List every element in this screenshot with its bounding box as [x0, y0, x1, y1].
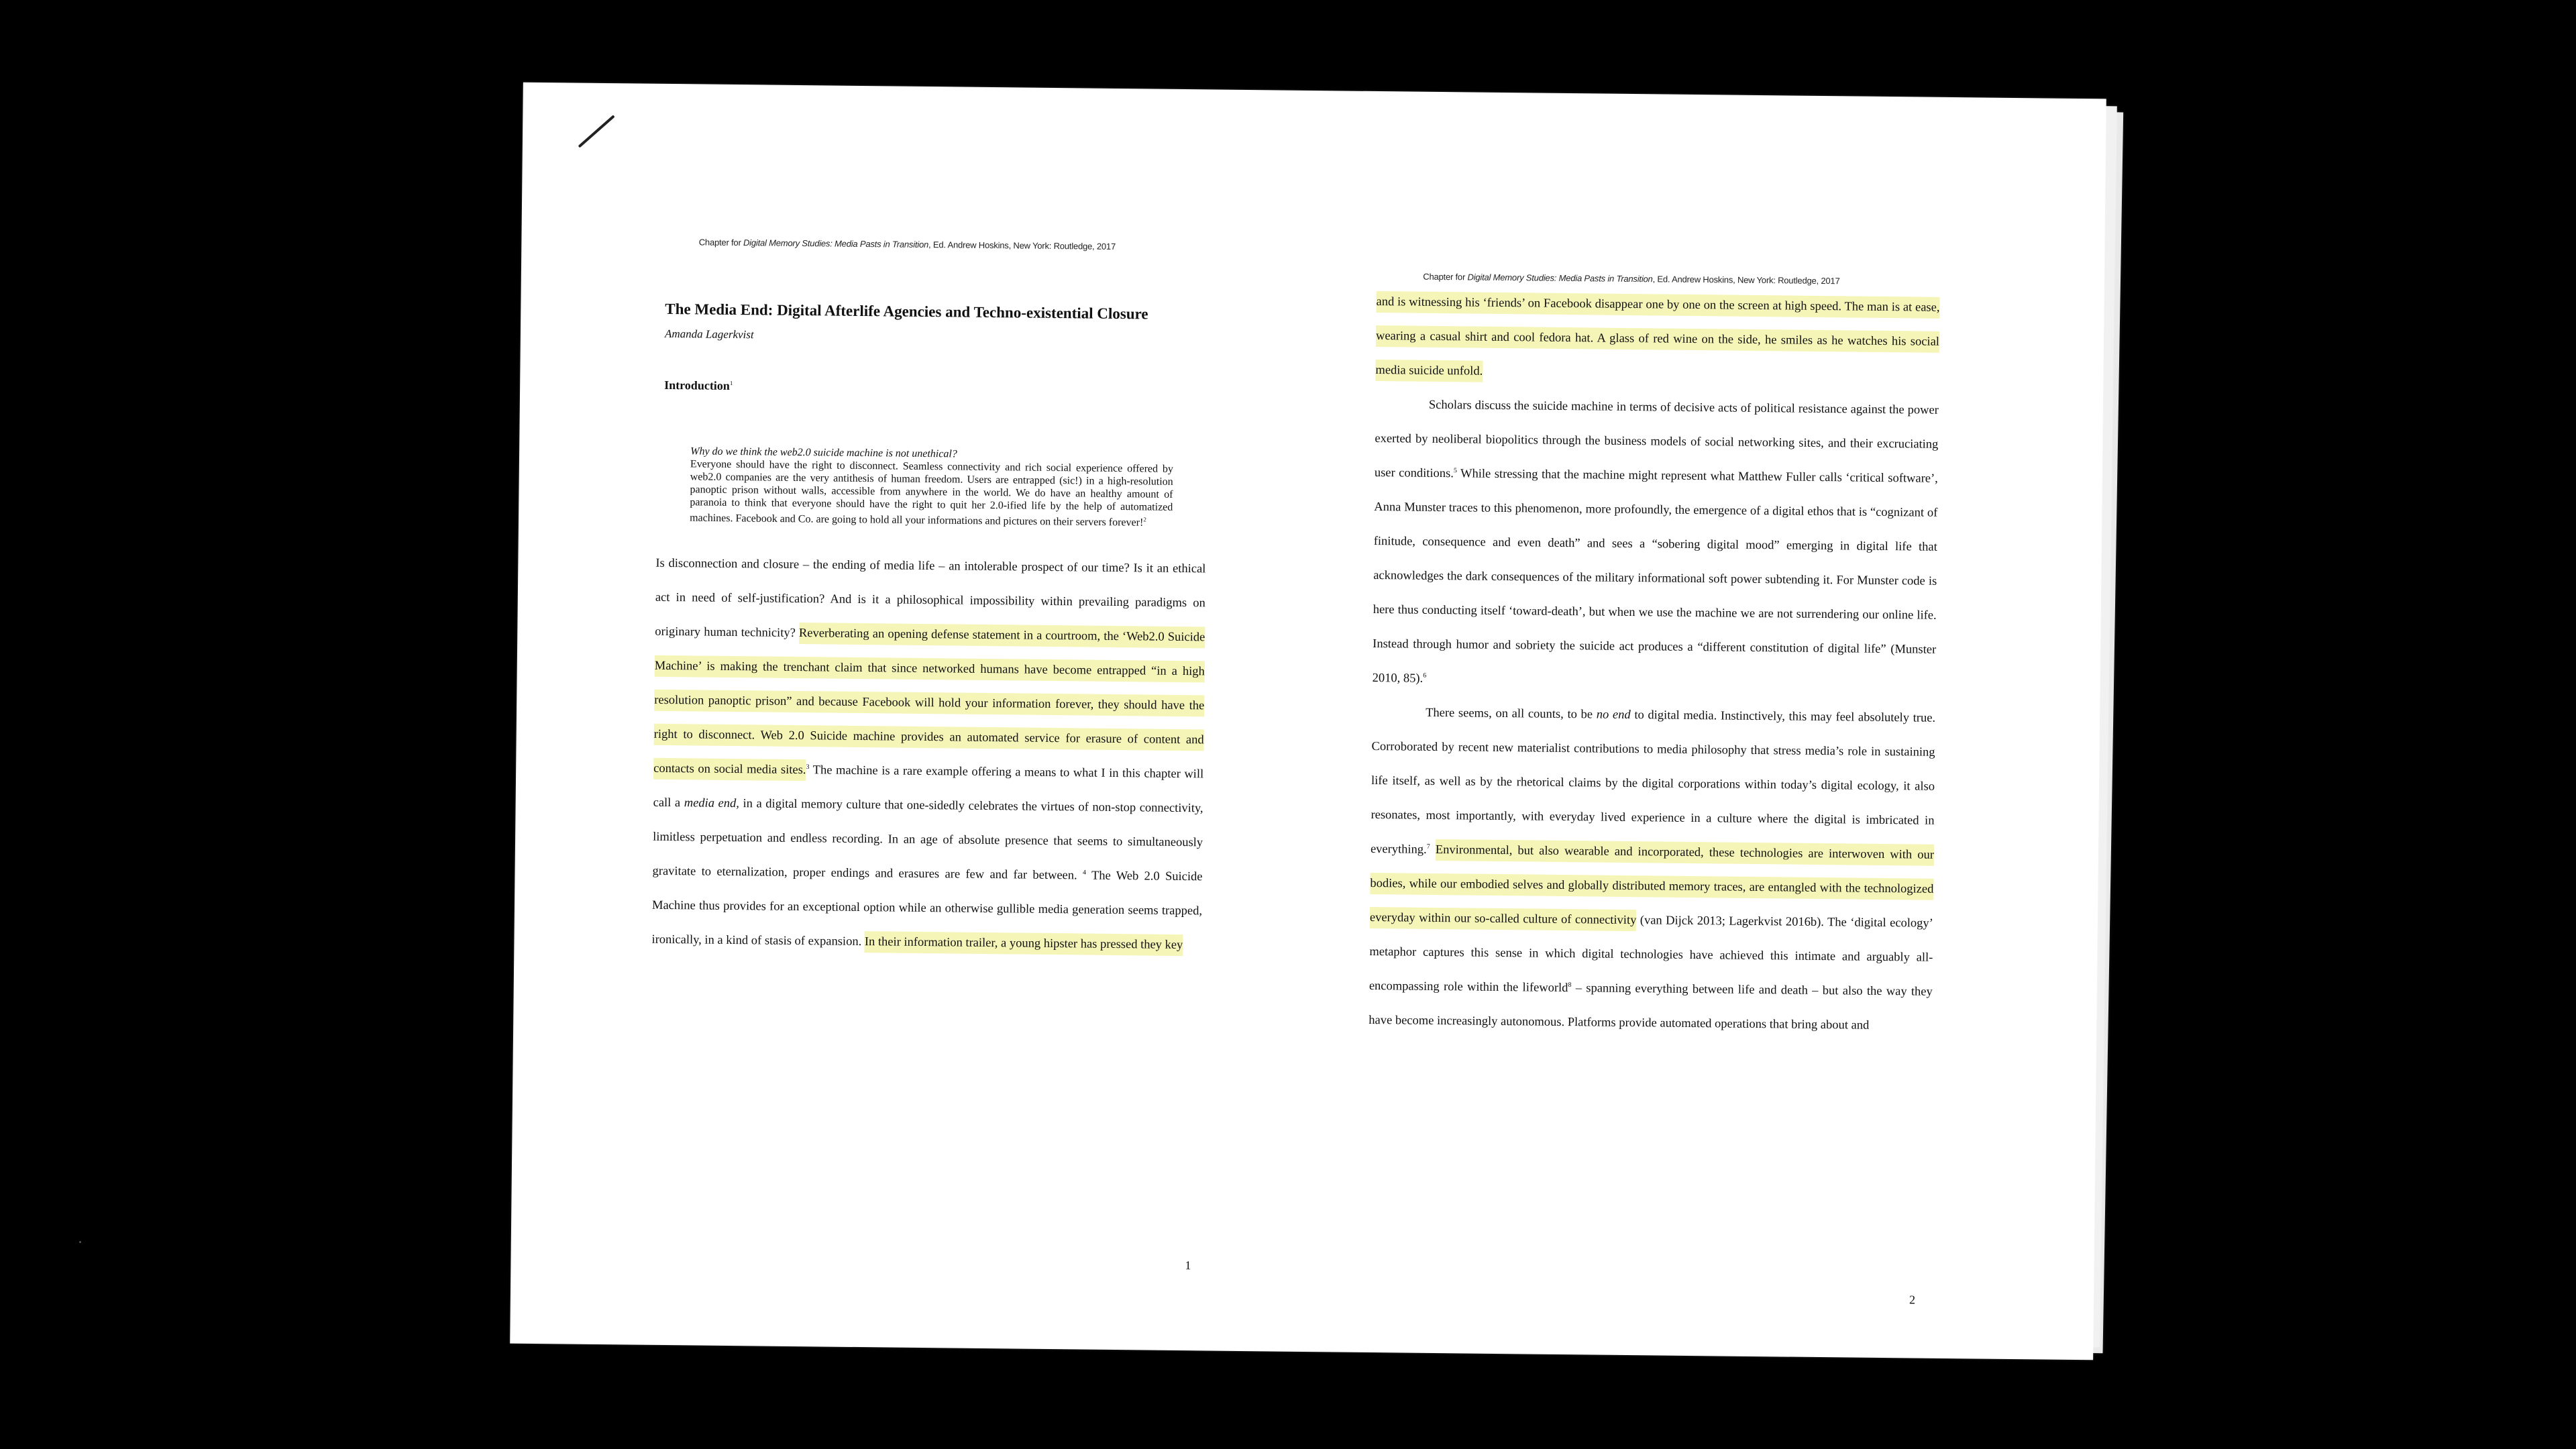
epigraph-text: Everyone should have the right to disconnect. Seamless connectivity and rich social experience offered by web2.0 companies are the very antithesis of human freedom. Users are entrapped (sic!) in a high-resolution panoptic prison without walls, accessible from anywhere in the world. We do have an healthy amount of paranoia to think that everyone should have the right to quit her 2.0-ified life by the help of automatized machines. Facebook and Co. are going to hold all your informations and pictures on their servers forever! — [690, 458, 1174, 529]
emphasis-text: media end, — [684, 796, 740, 811]
page-number: 2 — [1909, 1293, 1916, 1307]
footnote-marker: 4 — [1083, 869, 1087, 877]
running-head — [1417, 272, 1846, 286]
running-head-prefix: Chapter for — [698, 237, 744, 248]
running-head-book-title: Digital Memory Studies: Media Pasts in Transition — [1467, 272, 1653, 284]
text-run: The Web 2.0 Suicide Machine thus provides for an exceptional option while an otherwise gullible media generation seems trapped, ironically, in a kind of stasis of expansion. — [651, 869, 1203, 949]
epigraph-block — [690, 445, 1173, 529]
highlighted-text: In their information trailer, a young hipster has pressed they key — [865, 931, 1183, 956]
paragraph — [1368, 696, 1935, 1044]
footnote-marker: 1 — [729, 379, 733, 386]
staple-mark — [578, 115, 615, 148]
page-1 — [648, 237, 1229, 1289]
text-run: – spanning everything between life and death – but also the way they have become increasingly autonomous. Platforms provide automated operations that bring about and — [1368, 981, 1933, 1032]
highlighted-text: Reverberating an opening defense statement in a courtroom, the ‘Web2.0 Suicide Machine’ is making the trenchant claim that since networked humans have become entrapped “in a high resolution panoptic prison” and because Facebook will hold your information forever, they should have the right to disconnect. Web 2.0 Suicide machine provides an automated service for erasure of content and contacts on social media sites. — [653, 623, 1205, 781]
chapter-title: The Media End: Digital Afterlife Agencies and Techno-existential Closure — [665, 300, 1148, 323]
epigraph-question: Why do we think the web2.0 suicide machine is not unethical? — [690, 445, 957, 460]
paragraph — [1372, 388, 1939, 702]
running-head-book-title: Digital Memory Studies: Media Pasts in Transition — [743, 237, 929, 250]
text-run: to digital media. Instinctively, this may feel absolutely true. Corroborated by recent new materialist contributions to media philosophy that stress media’s role in sustaining life itself, as well as by the rhetorical claims by the digital corporations within today’s digital ecology, it also resonates, most importantly, with everyday lived experience in a culture where the digital is imbricated in everything. — [1370, 708, 1936, 857]
paragraph — [1375, 285, 1940, 394]
highlighted-text: and is witnessing his ‘friends’ on Facebook disappear one by one on the screen at high speed. The man is at ease, wearing a casual shirt and cool fedora hat. A glass of red wine on the side, he smiles as he watches his social media suicide unfold. — [1375, 291, 1939, 382]
section-heading — [664, 378, 1228, 398]
body-text — [651, 547, 1205, 963]
footnote-marker: 5 — [1453, 467, 1458, 475]
text-run: Scholars discuss the suicide machine in terms of decisive acts of political resistance against the power exerted by neoliberal biopolitics through the business models of social networking sites, and their excruciating user conditions. — [1374, 398, 1939, 481]
running-head-suffix: , Ed. Andrew Hoskins, New York: Routledge, 2017 — [928, 239, 1116, 252]
highlighted-text: Environmental, but also wearable and incorporated, these technologies are interwoven with our bodies, while our embodied selves and globally distributed memory traces, are entangled with the technologized everyday within our so-called culture of connectivity — [1370, 839, 1934, 931]
running-head — [692, 237, 1122, 252]
text-run: Is disconnection and closure – the ending of media life – an intolerable prospect of our time? Is it an ethical act in need of self-justification? And is it a philosophical impossibility within prevailing paradigms on originary human technicity? — [655, 557, 1206, 641]
running-head-suffix: , Ed. Andrew Hoskins, New York: Routledge, 2017 — [1652, 274, 1840, 286]
running-head-prefix: Chapter for — [1423, 271, 1468, 282]
chapter-author: Amanda Lagerkvist — [664, 327, 754, 341]
section-heading-text: Introduction — [664, 378, 730, 392]
text-run: The machine is a rare example offering a means to what I in this chapter will call a — [653, 763, 1204, 810]
scanned-sheet — [510, 83, 2106, 1360]
footnote-marker: 2 — [1143, 516, 1146, 523]
footnote-marker: 3 — [806, 763, 810, 771]
scan-speck — [79, 1241, 81, 1243]
text-run: There seems, on all counts, to be — [1426, 706, 1597, 722]
emphasis-text: no end — [1596, 708, 1631, 722]
page-2 — [1366, 271, 1953, 1324]
footnote-marker: 6 — [1423, 672, 1427, 680]
paragraph — [651, 547, 1205, 963]
page-number: 1 — [1185, 1258, 1191, 1273]
footnote-marker: 7 — [1426, 843, 1430, 851]
footnote-marker: 8 — [1568, 981, 1572, 989]
body-text — [1368, 285, 1940, 1044]
text-run: in a digital memory culture that one-sidedly celebrates the virtues of non-stop connectivity, limitless perpetuation and endless recording. In an age of absolute presence that seems to simultaneously gravitate to eternalization, proper endings and erasures are few and far between. — [652, 797, 1203, 883]
text-run: (van Dijck 2013; Lagerkvist 2016b). The ‘digital ecology’ metaphor captures this sense in which digital technologies have achieved this intimate and arguably all-encompassing role within the lifeworld — [1368, 914, 1933, 996]
text-run: While stressing that the machine might represent what Matthew Fuller calls ‘critical software’, Anna Munster traces to this phenomenon, more profoundly, the emergence of a digital ethos that is “cognizant of finitude, consequence and even death” and sees a “sobering digital mood” emerging in digital life that acknowledges the dark consequences of the military informational soft power subtending it. For Munster code is here thus conducting itself ‘toward-death’, but when we use the machine we are not surrendering our online life. Instead through humor and sobriety the suicide act produces a “different constitution of digital life” (Munster 2010, 85). — [1372, 467, 1938, 686]
